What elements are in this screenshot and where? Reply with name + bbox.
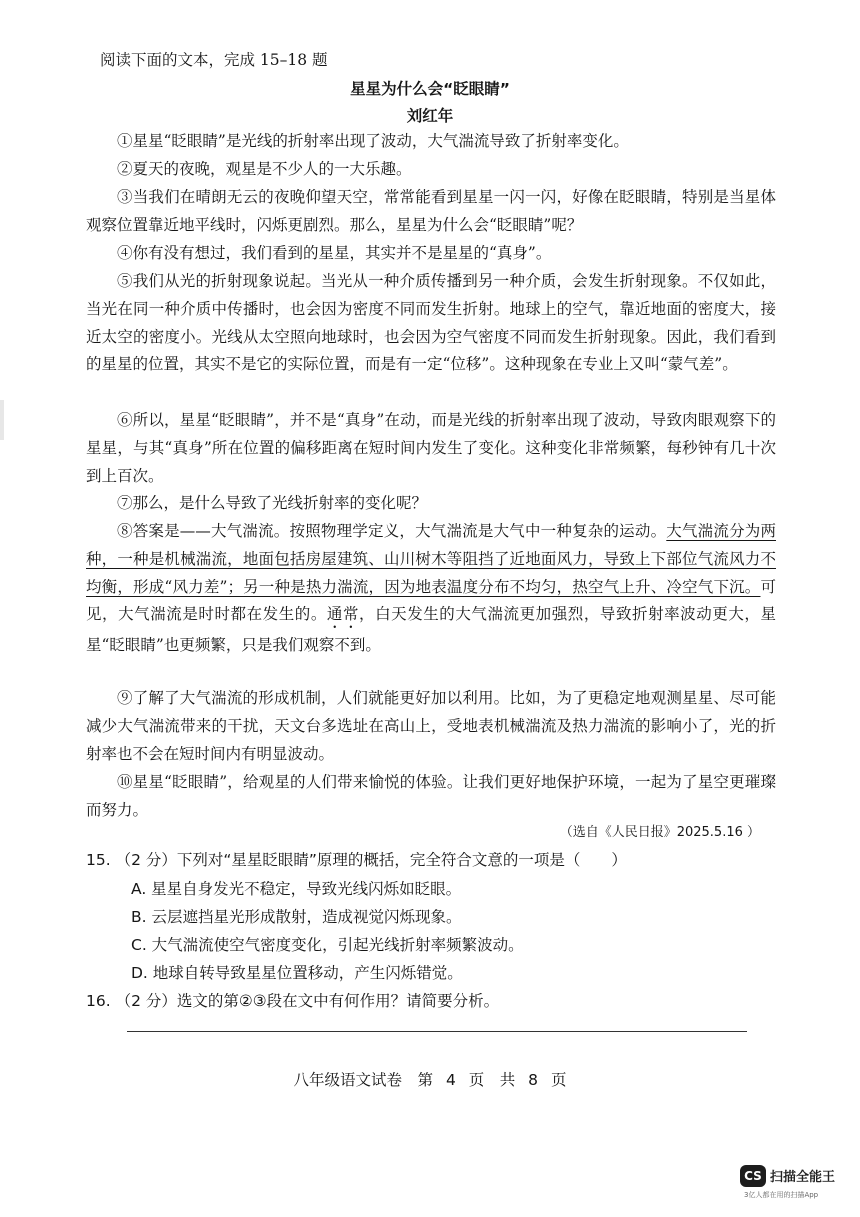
page-footer: 八年级语文试卷 第 4 页 共 8 页	[293, 1071, 567, 1089]
question-15-stem: 15. （2 分）下列对“星星眨眼睛”原理的概括，完全符合文意的一项是（ ）	[86, 851, 627, 869]
paragraph-9: ⑨了解了大气湍流的形成机制，人们就能更好加以利用。比如，为了更稳定地观测星星、尽可能减少大气湍流带来的干扰，天文台多选址在高山上，受地表机械湍流及热力湍流的影响小了，光的折射率也不会在短时间内有明显波动。	[86, 689, 776, 763]
question-15-option-d: D. 地球自转导致星星位置移动，产生闪烁错觉。	[131, 964, 463, 982]
paragraph-7: ⑦那么，是什么导致了光线折射率的变化呢？	[117, 494, 428, 512]
scanner-watermark	[740, 1163, 850, 1203]
paragraph-10: ⑩星星“眨眼睛”，给观星的人们带来愉悦的体验。让我们更好地保护环境，一起为了星空更璀璨而努力。	[86, 773, 776, 819]
paragraph-3: ③当我们在晴朗无云的夜晚仰望天空，常常能看到星星一闪一闪，好像在眨眼睛，特别是当星体观察位置靠近地平线时，闪烁更剧烈。那么，星星为什么会“眨眼睛”呢？	[86, 188, 776, 234]
paragraph-8-conclusion: 可见，大气湍流是时时都在发生的。	[86, 577, 776, 624]
paragraph-8-tail: ，白天发生的大气湍流更加强烈，导致折射率波动更大，星星“眨眼睛”也更频繁，只是我们观察不到。	[86, 605, 776, 655]
question-15-option-a: A. 星星自身发光不稳定，导致光线闪烁如眨眼。	[131, 880, 462, 898]
scan-edge-shadow	[0, 400, 4, 440]
paragraph-8	[86, 518, 776, 660]
watermark-tagline: 3亿人都在用的扫描App	[744, 1191, 819, 1199]
watermark-app-name: 扫描全能王	[770, 1170, 836, 1185]
reading-instruction: 阅读下面的文本，完成 15–18 题	[100, 51, 328, 69]
article-author: 刘红年	[406, 107, 454, 125]
article-title: 星星为什么会“眨眼睛”	[350, 80, 510, 98]
camscanner-logo-icon: CS	[740, 1165, 766, 1187]
question-15-option-c: C. 大气湍流使空气密度变化，引起光线折射率频繁波动。	[131, 936, 524, 954]
paragraph-5: ⑤我们从光的折射现象说起。当光从一种介质传播到另一种介质，会发生折射现象。不仅如此，当光在同一种介质中传播时，也会因为密度不同而发生折射。地球上的空气，靠近地面的密度大，接近太空的密度小。光线从太空照向地球时，也会因为空气密度不同而发生折射现象。因此，我们看到的星星的位置，其实不是它的实际位置，而是有一定“位移”。这种现象在专业上又叫“蒙气差”。	[86, 272, 776, 374]
question-15-option-b: B. 云层遮挡星光形成散射，造成视觉闪烁现象。	[131, 908, 462, 926]
paragraph-1: ①星星“眨眼睛”是光线的折射率出现了波动，大气湍流导致了折射率变化。	[117, 132, 629, 150]
paragraph-2: ②夏天的夜晚，观星是不少人的一大乐趣。	[117, 160, 412, 178]
emphasized-word: 通常	[326, 605, 360, 624]
question-16-stem: 16. （2 分）选文的第②③段在文中有何作用？请简要分析。	[86, 992, 500, 1010]
paragraph-6: ⑥所以，星星“眨眼睛”，并不是“真身”在动，而是光线的折射率出现了波动，导致肉眼观察下的星星，与其“真身”所在位置的偏移距离在短时间内发生了变化。这种变化非常频繁，每秒钟有几十次到上百次。	[86, 411, 776, 485]
underlined-passage: 大气湍流分为两种，一种是机械湍流，地面包括房屋建筑、山川树木等阻挡了近地面风力，导致上下部位气流风力不均衡，形成“风力差”；另一种是热力湍流，因为地表温度分布不均匀，热空气上升、冷空气下沉。	[86, 522, 776, 596]
answer-line	[127, 1031, 747, 1032]
article-source: （选自《人民日报》2025.5.16 ）	[559, 825, 760, 840]
paragraph-8-intro: ⑧答案是——大气湍流。按照物理学定义，大气湍流是大气中一种复杂的运动。	[117, 522, 667, 540]
paragraph-4: ④你有没有想过，我们看到的星星，其实并不是星星的“真身”。	[117, 244, 552, 262]
